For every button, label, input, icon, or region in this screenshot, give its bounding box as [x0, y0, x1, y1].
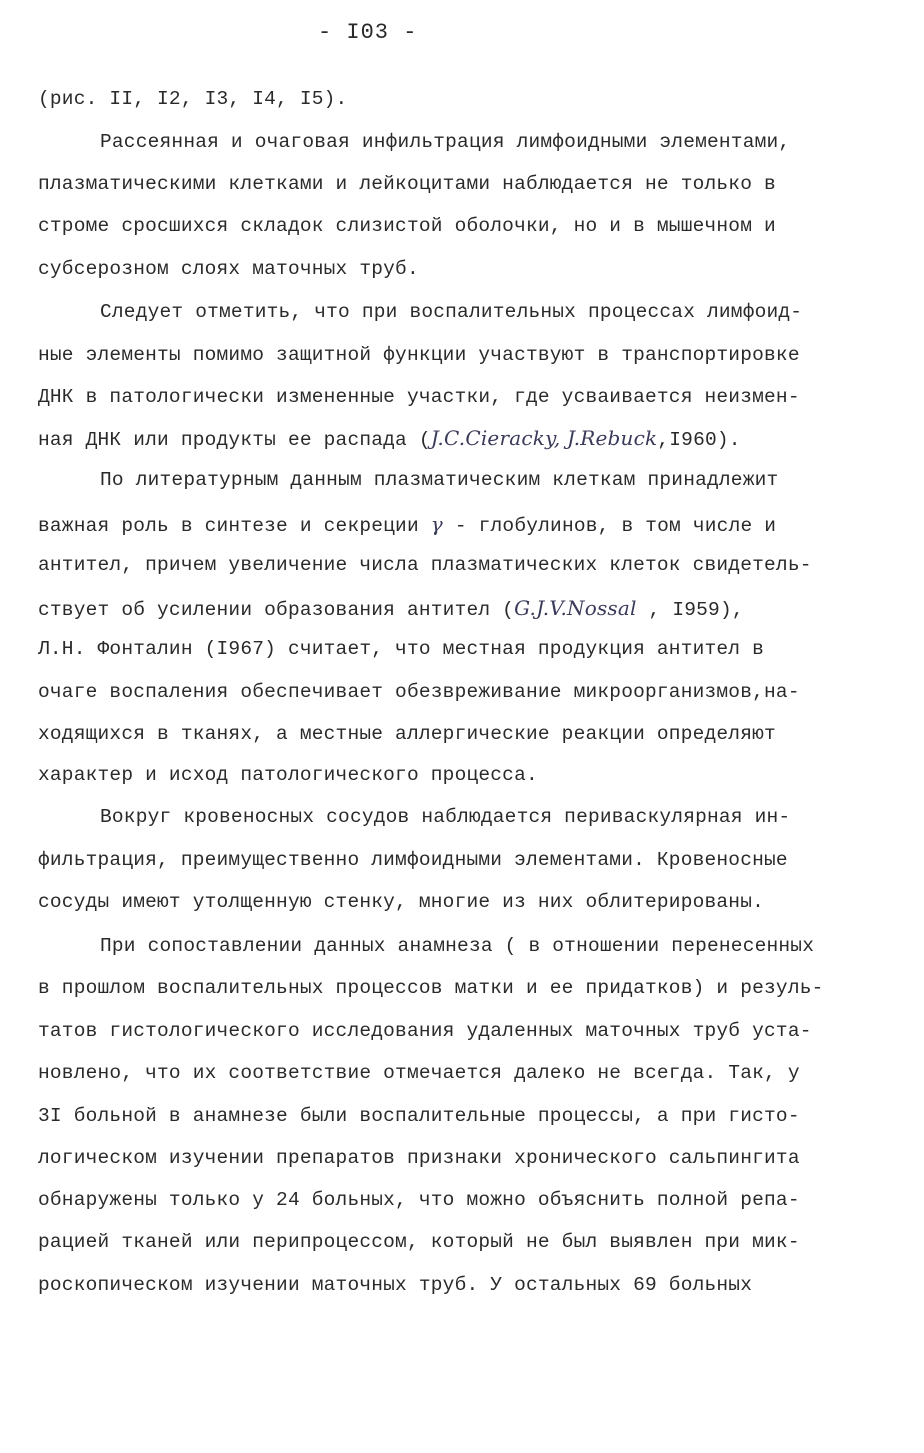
page-number: - I03 - [318, 20, 418, 45]
text-line: 3I больной в анамнезе были воспалительные процессы, а при гисто- [38, 1105, 800, 1127]
text-line: субсерозном слоях маточных труб. [38, 258, 419, 280]
text-line: Следует отметить, что при воспалительных процессах лимфоид- [100, 301, 803, 323]
text-line: рацией тканей или перипроцессом, который не был выявлен при мик- [38, 1231, 800, 1253]
text-segment: - глобулинов, в том числе и [442, 515, 777, 537]
text-line: Вокруг кровеносных сосудов наблюдается периваскулярная ин- [100, 806, 791, 828]
handwritten-gamma: γ [430, 512, 443, 536]
text-line: в прошлом воспалительных процессов матки и ее придатков) и резуль- [38, 977, 824, 999]
text-line: характер и исход патологического процесса. [38, 764, 538, 786]
text-line: При сопоставлении данных анамнеза ( в отношении перенесенных [100, 935, 815, 957]
text-segment: ,I960). [657, 429, 741, 451]
text-line: очаге воспаления обеспечивает обезвреживание микроорганизмов,на- [38, 681, 800, 703]
text-line: строме сросшихся складок слизистой оболочки, но и в мышечном и [38, 215, 776, 237]
text-segment: , I959), [636, 599, 744, 621]
text-line: новлено, что их соответствие отмечается далеко не всегда. Так, у [38, 1062, 800, 1084]
text-line: сосуды имеют утолщенную стенку, многие из них облитерированы. [38, 891, 765, 913]
text-segment: важная роль в синтезе и секреции [38, 515, 431, 537]
text-line: татов гистологического исследования удаленных маточных труб уста- [38, 1020, 812, 1042]
text-line-with-handwriting [38, 514, 776, 537]
text-line: ДНК в патологически измененные участки, где усваивается неизмен- [38, 386, 800, 408]
text-line: ходящихся в тканях, а местные аллергические реакции определяют [38, 723, 776, 745]
text-line: фильтрация, преимущественно лимфоидными элементами. Кровеносные [38, 849, 788, 871]
text-line: По литературным данным плазматическим клеткам принадлежит [100, 469, 779, 491]
text-line-with-handwriting [38, 428, 741, 451]
text-line: обнаружены только у 24 больных, что можно объяснить полной репа- [38, 1189, 800, 1211]
text-segment: ствует об усилении образования антител ( [38, 599, 515, 621]
text-line: Рассеянная и очаговая инфильтрация лимфоидными элементами, [100, 131, 791, 153]
text-line: ные элементы помимо защитной функции участвуют в транспортировке [38, 344, 800, 366]
text-line: логическом изучении препаратов признаки хронического сальпингита [38, 1147, 800, 1169]
handwritten-citation: J.C.Cieracky, J.Rebuck [430, 426, 658, 450]
text-line: антител, причем увеличение числа плазматических клеток свидетель- [38, 554, 812, 576]
text-line: (рис. II, I2, I3, I4, I5). [38, 88, 348, 110]
text-line-with-handwriting [38, 598, 744, 621]
text-line: плазматическими клетками и лейкоцитами наблюдается не только в [38, 173, 776, 195]
handwritten-citation: G.J.V.Nossal [514, 596, 637, 620]
text-line: Л.Н. Фонталин (I967) считает, что местная продукция антител в [38, 638, 765, 660]
text-segment: ная ДНК или продукты ее распада ( [38, 429, 431, 451]
text-line: роскопическом изучении маточных труб. У остальных 69 больных [38, 1274, 753, 1296]
